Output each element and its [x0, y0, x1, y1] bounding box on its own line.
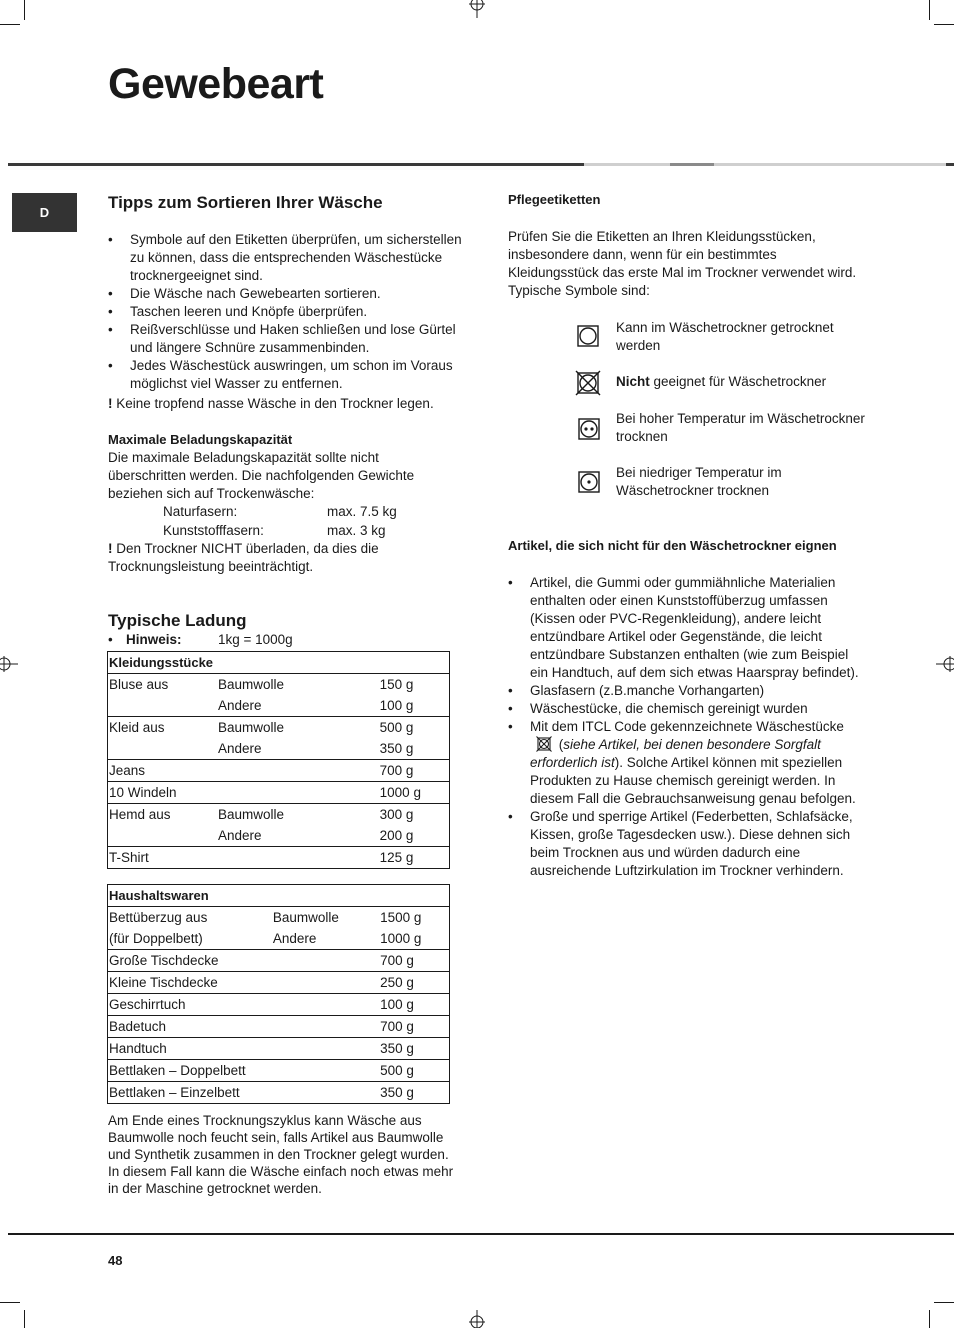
table-cell	[272, 1016, 380, 1038]
table-row	[108, 717, 450, 739]
list-item: • Symbole auf den Etiketten überprüfen, um sicherstellen zu können, dass die entsprechenden Wäschestücke trocknergeeignet sind.	[108, 231, 463, 285]
table-cell: Baumwolle	[217, 804, 380, 826]
table-row	[108, 950, 450, 972]
capacity-text: Die maximale Beladungskapazität sollte nicht überschritten werden. Die nachfolgenden Gewichte beziehen sich auf Trockenwäsche:	[108, 450, 415, 501]
table-cell: (für Doppelbett)	[109, 931, 203, 946]
table-cell: Jeans	[108, 760, 218, 782]
table-cell	[217, 782, 380, 804]
tumble-dry-low-icon	[578, 471, 600, 493]
crop-mark	[929, 0, 930, 20]
table-cell: Kleine Tischdecke	[108, 972, 272, 994]
itcl-post: ). Solche Artikel können mit speziellen Produkten zu Hause chemisch gereinigt werden. In diesem Fall die Gebrauchsanweisung genau befolgen.	[530, 755, 856, 806]
list-item: • Glasfasern (z.B.manche Vorhangarten)	[508, 682, 864, 700]
table-cell: Handtuch	[108, 1038, 272, 1060]
capacity-label: Kunststofffasern:	[163, 523, 264, 538]
table-cell: Hemd aus	[108, 804, 218, 826]
table-row	[108, 994, 450, 1016]
labels-text: Prüfen Sie die Etiketten an Ihren Kleidungsstücken, insbesondere dann, wenn für ein bestimmtes Kleidungsstück das erste Mal im Trockner verwendet wird. Typische Symbole sind:	[508, 229, 857, 298]
tips-heading: Tipps zum Sortieren Ihrer Wäsche	[108, 193, 383, 212]
list-item: • Jedes Wäschestück auswringen, um schon im Voraus möglichst viel Wasser zu entfernen.	[108, 357, 463, 393]
capacity-heading: Maximale Beladungskapazität	[108, 432, 293, 447]
crop-mark	[934, 24, 954, 25]
table-cell: Kleid aus	[108, 717, 218, 739]
table-cell: Andere	[218, 698, 262, 713]
list-item: • Taschen leeren und Knöpfe überprüfen.	[108, 303, 463, 321]
registration-mark-icon	[467, 1308, 487, 1328]
tumble-dry-high-icon	[578, 418, 600, 440]
table-row	[108, 928, 450, 950]
no-tumble-dry-icon	[575, 370, 601, 396]
table-row	[108, 782, 450, 804]
table-row	[108, 738, 450, 760]
table-row	[108, 1060, 450, 1082]
language-tab: D	[12, 193, 77, 232]
clothes-table	[107, 651, 450, 869]
table-cell: 250 g	[380, 972, 449, 994]
table-cell: 500 g	[380, 717, 450, 739]
table-cell: 350 g	[380, 1082, 449, 1104]
table-row	[108, 674, 450, 696]
table-cell	[217, 760, 380, 782]
registration-mark-icon	[934, 654, 954, 674]
table-cell: 300 g	[380, 804, 450, 826]
table-row	[108, 760, 450, 782]
warning-mark: !	[108, 396, 113, 411]
table-header: Kleidungsstücke	[108, 652, 450, 674]
crop-mark	[929, 1310, 930, 1328]
table-row	[108, 1016, 450, 1038]
capacity-value: max. 7.5 kg	[327, 504, 397, 519]
table-cell: Bettlaken – Einzelbett	[108, 1082, 272, 1104]
table-cell: 350 g	[379, 741, 414, 756]
table-cell: 125 g	[380, 847, 450, 869]
symbol-text: Bei hoher Temperatur im Wäschetrockner trocknen	[616, 411, 865, 444]
table-cell: Bluse aus	[109, 677, 169, 692]
table-cell: 500 g	[380, 1060, 449, 1082]
table-cell	[272, 1082, 380, 1104]
table-cell: 1000 g	[380, 782, 450, 804]
list-item: • Artikel, die Gummi oder gummiähnliche Materialien enthalten oder einen Kunststoffüberzug umfassen (Kissen oder PVC-Regenkleidung), andere leicht entzündbare Artikel oder Gegenstände, die leicht entzündbare Substanzen enthalten (wie zum Beispiel ein Handtuch, auf dem sich etwas Haarspray befindet).	[508, 574, 864, 682]
table-cell: 100 g	[380, 994, 449, 1016]
table-cell	[108, 695, 218, 717]
warning-text: Den Trockner NICHT überladen, da dies die Trocknungsleistung beeinträchtigt.	[108, 541, 379, 574]
symbol-text-rest: geeignet für Wäschetrockner	[649, 374, 827, 389]
table-cell: T-Shirt	[108, 847, 218, 869]
table-cell: 700 g	[380, 1016, 449, 1038]
page-title: Gewebeart	[108, 60, 324, 108]
table-row	[108, 804, 450, 826]
table-row	[108, 695, 450, 717]
page-number: 48	[108, 1253, 123, 1268]
hint-line: • Hinweis:	[108, 632, 182, 647]
table-cell: 100 g	[379, 698, 414, 713]
header-rule	[8, 163, 584, 166]
table-row	[108, 1038, 450, 1060]
household-table	[107, 884, 450, 1104]
crop-mark	[24, 1310, 25, 1328]
table-cell: Baumwolle	[272, 910, 339, 925]
capacity-value: max. 3 kg	[327, 523, 386, 538]
list-item: • Reißverschlüsse und Haken schließen und lose Gürtel und längere Schnüre zusammenbinden.	[108, 321, 463, 357]
table-row	[108, 972, 450, 994]
table-cell: Andere	[218, 741, 262, 756]
labels-heading: Pflegeetiketten	[508, 192, 601, 207]
closing-text: Am Ende eines Trocknungszyklus kann Wäsche aus Baumwolle noch feucht sein, falls Artikel aus Baumwolle und Synthetik zusammen in den Trockner gelegt wurden. In diesem Fall kann die Wäsche einfach noch etwas mehr in der Maschine getrocknet werden.	[108, 1113, 454, 1196]
table-cell: 1500 g	[380, 910, 422, 925]
table-row	[108, 847, 450, 869]
symbol-bold: Nicht	[616, 374, 650, 389]
header-rule	[946, 163, 954, 166]
crop-mark	[934, 1302, 954, 1303]
tips-list	[108, 231, 463, 393]
table-cell: Andere	[272, 931, 317, 946]
capacity-label: Naturfasern:	[163, 504, 238, 519]
table-cell: Große Tischdecke	[108, 950, 272, 972]
table-cell: 10 Windeln	[108, 782, 218, 804]
hint-label: Hinweis:	[126, 632, 182, 647]
symbol-text: Kann im Wäschetrockner getrocknet werden	[616, 320, 834, 353]
warning-mark: !	[108, 541, 113, 556]
table-header: Haushaltswaren	[108, 885, 450, 907]
table-cell: 700 g	[380, 950, 449, 972]
crop-mark	[0, 1302, 20, 1303]
list-item: • Wäschestücke, die chemisch gereinigt wurden	[508, 700, 864, 718]
unsuitable-list	[508, 574, 864, 880]
list-item: • Die Wäsche nach Gewebearten sortieren.	[108, 285, 463, 303]
table-row	[108, 907, 450, 929]
table-cell	[272, 972, 380, 994]
header-rule	[670, 163, 714, 166]
table-cell	[272, 994, 380, 1016]
table-cell: 150 g	[379, 677, 414, 692]
crop-mark	[0, 24, 20, 25]
table-cell	[272, 1038, 380, 1060]
footer-rule	[8, 1233, 954, 1235]
table-cell	[272, 1060, 380, 1082]
registration-mark-icon	[0, 654, 20, 674]
table-row	[108, 825, 450, 847]
table-cell: Bettüberzug aus	[109, 910, 208, 925]
table-cell: Baumwolle	[217, 717, 380, 739]
table-row	[108, 1082, 450, 1104]
crop-mark	[24, 0, 25, 20]
symbol-text	[616, 373, 866, 391]
symbol-text: Bei niedriger Temperatur im Wäschetrockner trocknen	[616, 465, 782, 498]
itcl-text: Mit dem ITCL Code gekennzeichnete Wäschestücke	[530, 719, 844, 734]
warning-note	[108, 395, 468, 413]
warning-note	[108, 540, 453, 576]
table-cell: 700 g	[380, 760, 450, 782]
no-tumble-dry-icon	[536, 736, 552, 752]
table-cell: 200 g	[379, 828, 414, 843]
table-cell: Bettlaken – Doppelbett	[108, 1060, 272, 1082]
warning-text: Keine tropfend nasse Wäsche in den Trockner legen.	[112, 396, 434, 411]
table-cell: Geschirrtuch	[108, 994, 272, 1016]
table-cell	[108, 825, 218, 847]
list-item: • Große und sperrige Artikel (Federbetten, Schlafsäcke, Kissen, große Tagesdecken usw.). Diese dehnen sich beim Trocknen aus und würden dadurch eine ausreichende Luftzirkulation im Trockner verhindern.	[508, 808, 864, 880]
header-rule	[714, 163, 946, 166]
unsuitable-heading: Artikel, die sich nicht für den Wäschetrockner eignen	[508, 538, 837, 553]
header-rule	[584, 163, 670, 166]
load-heading: Typische Ladung	[108, 611, 247, 630]
table-cell: 1000 g	[380, 931, 422, 946]
tumble-dry-icon	[577, 325, 599, 347]
itcl-italic: siehe Artikel, bei denen besondere Sorgfalt erforderlich ist	[530, 737, 821, 770]
itcl-open: (	[555, 737, 564, 752]
table-cell: Badetuch	[108, 1016, 272, 1038]
table-cell: 350 g	[380, 1038, 449, 1060]
table-cell	[217, 847, 380, 869]
registration-mark-icon	[467, 0, 487, 20]
list-item	[508, 718, 864, 808]
table-cell	[108, 738, 218, 760]
table-cell: Andere	[218, 828, 262, 843]
hint-value: 1kg = 1000g	[218, 632, 293, 647]
table-cell: Baumwolle	[218, 677, 285, 692]
table-cell	[272, 950, 380, 972]
